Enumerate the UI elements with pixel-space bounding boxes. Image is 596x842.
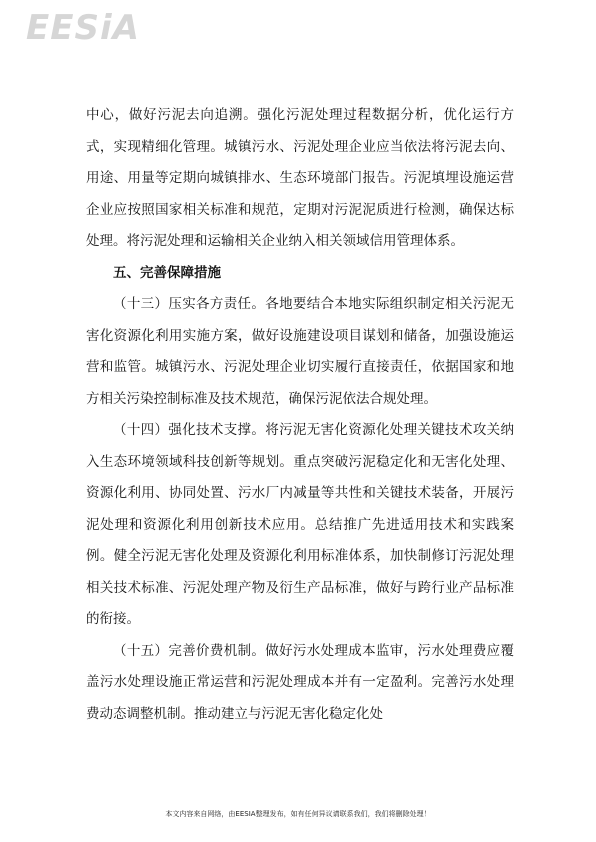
paragraph-item-15: （十五）完善价费机制。做好污水处理成本监审，污水处理费应覆盖污水处理设施正常运营和污泥处理成本并有一定盈利。完善污水处理费动态调整机制。推动建立与污泥无害化稳定化处 bbox=[86, 642, 514, 722]
paragraph-item-13: （十三）压实各方责任。各地要结合本地实际组织制定相关污泥无害化资源化利用实施方案，做好设施建设项目谋划和储备，加强设施运营和监管。城镇污水、污泥处理企业切实履行直接责任，依据国家和地方相关污染控制标准及技术规范，确保污泥依法合规处理。 bbox=[86, 296, 514, 407]
paragraph-continuation: 中心，做好污泥去向追溯。强化污泥处理过程数据分析，优化运行方式，实现精细化管理。城镇污水、污泥处理企业应当依法将污泥去向、用途、用量等定期向城镇排水、生态环境部门报告。污泥填埋设施运营企业应按照国家相关标准和规范，定期对污泥泥质进行检测，确保达标处理。将污泥处理和运输相关企业纳入相关领域信用管理体系。 bbox=[86, 107, 514, 249]
paragraph-item-14: （十四）强化技术支撑。将污泥无害化资源化处理关键技术攻关纳入生态环境领域科技创新等规划。重点突破污泥稳定化和无害化处理、资源化利用、协同处置、污水厂内减量等共性和关键技术装备，开展污泥处理和资源化利用创新技术应用。总结推广先进适用技术和实践案例。健全污泥无害化处理及资源化利用标准体系，加快制修订污泥处理相关技术标准、污泥处理产物及衍生产品标准，做好与跨行业产品标准的衔接。 bbox=[86, 422, 514, 627]
footer-disclaimer: 本文内容来自网络，由EESIA整理发布，如有任何异议请联系我们，我们将删除处理！ bbox=[165, 810, 431, 818]
document-body bbox=[86, 100, 514, 730]
section-heading: 五、完善保障措施 bbox=[113, 264, 221, 281]
eesia-logo: EESiA bbox=[26, 8, 140, 48]
